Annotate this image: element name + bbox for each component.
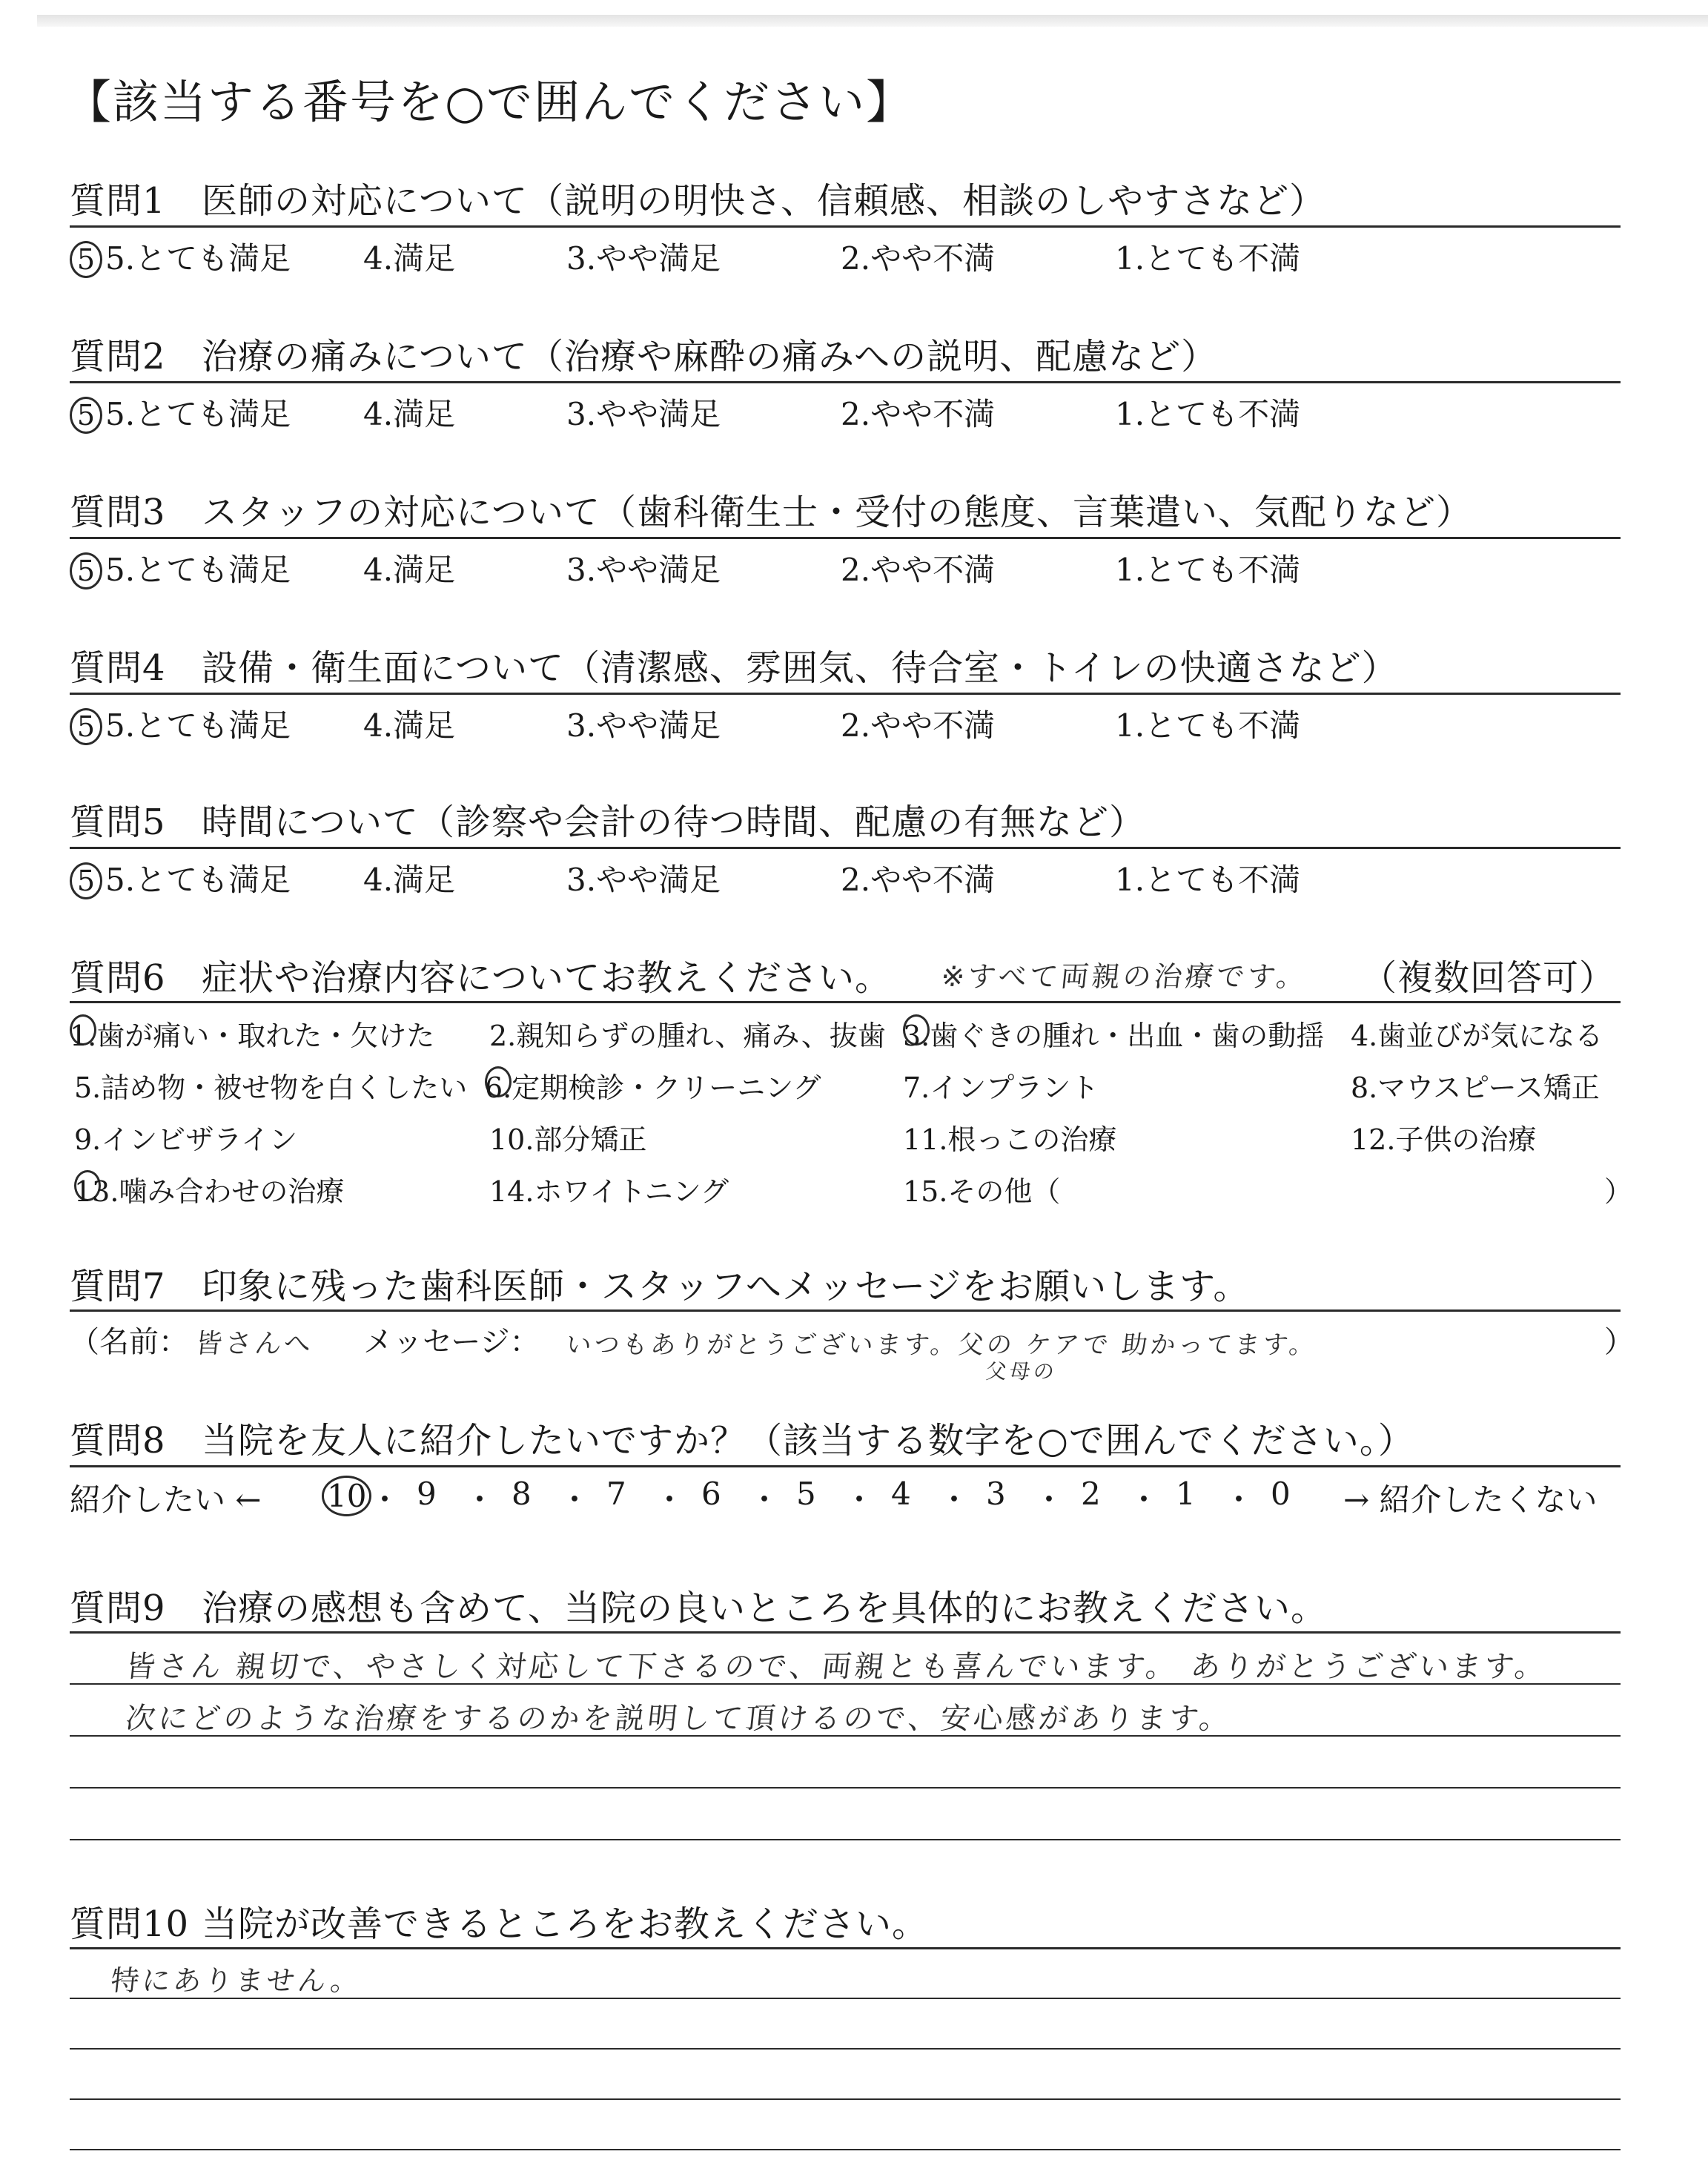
scale-left-label: 紹介したい ← — [70, 1482, 262, 1518]
answer-line — [70, 2149, 1621, 2150]
rating-option-3[interactable]: 3.やや満足 — [566, 707, 721, 744]
rating-option-5[interactable] — [70, 856, 291, 900]
option-11[interactable]: 11.根っこの治療 — [903, 1123, 1117, 1156]
rating-label: 5.とても満足 — [105, 396, 291, 432]
rating-option-3[interactable]: 3.やや満足 — [566, 396, 721, 432]
message-value[interactable]: いつもありがとうございます。父の ケアで 助かってます。 — [564, 1330, 1319, 1360]
answer-line — [70, 1787, 1621, 1789]
scale-value-3[interactable]: 3 — [986, 1476, 1006, 1512]
question-7 — [70, 1258, 1249, 1309]
question-1 — [70, 172, 1325, 223]
question-text: 治療の痛みについて（治療や麻酔の痛みへの説明、配慮など） — [202, 336, 1218, 377]
scale-right-label: → 紹介したくない — [1343, 1482, 1598, 1518]
scale-separator: ・ — [1223, 1482, 1255, 1518]
question-text: 当院を友人に紹介したいですか？（該当する数字を○で囲んでください。） — [202, 1420, 1414, 1462]
question-4 — [70, 639, 1398, 690]
question-text: スタッフの対応について（歯科衛生士・受付の態度、言葉遣い、気配りなど） — [202, 492, 1473, 533]
selected-circle-icon: 5 — [70, 862, 102, 899]
rating-option-5[interactable] — [70, 546, 291, 590]
question-number: 質問5 — [70, 802, 166, 843]
rating-option-4[interactable]: 4.満足 — [363, 396, 456, 432]
option-3[interactable] — [903, 1013, 1324, 1054]
divider — [70, 537, 1621, 539]
message-close: ） — [1604, 1325, 1634, 1359]
option-2[interactable]: 2.親知らずの腫れ、痛み、抜歯 — [489, 1020, 886, 1052]
scale-value-8[interactable]: 8 — [512, 1476, 532, 1512]
rating-option-2[interactable]: 2.やや不満 — [841, 240, 996, 277]
rating-option-5[interactable] — [70, 701, 291, 746]
option-8[interactable]: 8.マウスピース矯正 — [1351, 1071, 1600, 1104]
question-number: 質問4 — [70, 647, 166, 689]
divider — [70, 1465, 1621, 1467]
scale-separator: ・ — [1033, 1482, 1065, 1518]
scale-value-6[interactable]: 6 — [701, 1476, 721, 1512]
question-number: 質問9 — [70, 1588, 166, 1629]
rating-option-4[interactable]: 4.満足 — [363, 240, 456, 277]
divider — [70, 1309, 1621, 1312]
rating-label: 5.とても満足 — [105, 862, 291, 898]
option-15[interactable]: 15.その他（ — [903, 1175, 1061, 1208]
scale-value-5[interactable]: 5 — [796, 1476, 816, 1512]
rating-label: 5.とても満足 — [105, 707, 291, 744]
name-label: （名前： — [70, 1325, 188, 1359]
rating-option-5[interactable] — [70, 234, 291, 279]
scale-value-10[interactable]: 10 — [322, 1476, 371, 1516]
selected-circle-icon: 5 — [70, 397, 102, 434]
question-10 — [70, 1895, 928, 1946]
rating-option-2[interactable]: 2.やや不満 — [841, 552, 996, 588]
option-label: 6.定期検診・クリーニング — [485, 1071, 821, 1104]
rating-row-4 — [70, 701, 1626, 746]
answer-line — [70, 1839, 1621, 1840]
answer-line — [70, 2098, 1621, 2100]
question-number: 質問10 — [70, 1903, 190, 1945]
option-9[interactable]: 9.インビザライン — [74, 1123, 298, 1156]
question-text: 時間について（診察や会計の待つ時間、配慮の有無など） — [202, 802, 1146, 843]
page-title: 【該当する番号を○で囲んでください】 — [65, 75, 914, 129]
rating-label: 5.とても満足 — [105, 240, 291, 277]
question-number: 質問8 — [70, 1420, 166, 1462]
rating-option-1[interactable]: 1.とても不満 — [1115, 707, 1301, 744]
divider — [70, 847, 1621, 849]
divider — [70, 693, 1621, 695]
rating-option-4[interactable]: 4.満足 — [363, 862, 456, 898]
question-8 — [70, 1412, 1414, 1463]
rating-row-2 — [70, 390, 1626, 435]
question-text: 設備・衛生面について（清潔感、雰囲気、待合室・トイレの快適さなど） — [202, 647, 1398, 689]
message-row — [70, 1318, 1634, 1385]
multiple-answer-note: （複数回答可） — [1361, 957, 1616, 999]
option-label: 3.歯ぐきの腫れ・出血・歯の動揺 — [903, 1020, 1325, 1052]
scale-separator: ・ — [844, 1482, 875, 1518]
scale-items — [322, 1476, 1389, 1520]
rating-option-3[interactable]: 3.やや満足 — [566, 552, 721, 588]
question-5 — [70, 793, 1145, 845]
scale-value-4[interactable]: 4 — [891, 1476, 911, 1512]
option-12[interactable]: 12.子供の治療 — [1351, 1123, 1537, 1156]
symptom-options — [70, 1013, 1633, 1235]
option-7[interactable]: 7.インプラント — [903, 1071, 1099, 1104]
question-text: 印象に残った歯科医師・スタッフへメッセージをお願いします。 — [202, 1266, 1250, 1307]
question-number: 質問6 — [70, 957, 166, 999]
rating-option-2[interactable]: 2.やや不満 — [841, 862, 996, 898]
rating-row-3 — [70, 546, 1626, 590]
scale-separator: ・ — [939, 1482, 970, 1518]
option-4[interactable]: 4.歯並びが気になる — [1351, 1020, 1603, 1052]
rating-option-1[interactable]: 1.とても不満 — [1115, 396, 1301, 432]
rating-option-4[interactable]: 4.満足 — [363, 552, 456, 588]
divider — [70, 1631, 1621, 1634]
rating-label: 5.とても満足 — [105, 552, 291, 588]
handwritten-note: ※すべて両親の治療です。 — [939, 960, 1309, 993]
question-number: 質問2 — [70, 336, 166, 377]
question-3 — [70, 483, 1472, 535]
option-13[interactable] — [74, 1169, 344, 1209]
question-number: 質問3 — [70, 492, 166, 533]
selected-circle-icon: 5 — [70, 708, 102, 745]
scale-separator: ・ — [749, 1482, 781, 1518]
option-label: 1.歯が痛い・取れた・欠けた — [70, 1020, 435, 1052]
selected-circle-icon: 5 — [70, 241, 102, 278]
scale-separator: ・ — [464, 1482, 496, 1518]
improvement-answer[interactable]: 特にありません。 — [109, 1964, 364, 1997]
scale-separator: ・ — [369, 1482, 401, 1518]
option-10[interactable]: 10.部分矯正 — [489, 1123, 647, 1156]
divider — [70, 1001, 1621, 1003]
name-value[interactable]: 皆さんへ — [193, 1329, 316, 1359]
rating-option-2[interactable]: 2.やや不満 — [841, 396, 996, 432]
message-label: メッセージ： — [363, 1325, 540, 1359]
scale-separator: ・ — [559, 1482, 591, 1518]
selected-circle-icon: 5 — [70, 552, 102, 589]
question-text: 治療の感想も含めて、当院の良いところを具体的にお教えください。 — [202, 1588, 1328, 1629]
divider — [70, 1947, 1621, 1949]
message-insert: 父母の — [984, 1359, 1059, 1384]
rating-option-4[interactable]: 4.満足 — [363, 707, 456, 744]
question-text: 医師の対応について（説明の明快さ、信頼感、相談のしやすさなど） — [202, 180, 1326, 222]
question-number: 質問1 — [70, 180, 166, 222]
option-15-close: ） — [1604, 1175, 1633, 1208]
rating-option-3[interactable]: 3.やや満足 — [566, 240, 721, 277]
question-6 — [70, 949, 891, 1000]
answer-line — [70, 2048, 1621, 2050]
scale-value-9[interactable]: 9 — [417, 1476, 437, 1512]
option-1[interactable] — [70, 1013, 434, 1054]
rating-option-5[interactable] — [70, 390, 291, 435]
rating-option-3[interactable]: 3.やや満足 — [566, 862, 721, 898]
option-label: 13.噛み合わせの治療 — [74, 1175, 345, 1208]
rating-option-1[interactable]: 1.とても不満 — [1115, 552, 1301, 588]
rating-option-2[interactable]: 2.やや不満 — [841, 707, 996, 744]
rating-option-1[interactable]: 1.とても不満 — [1115, 862, 1301, 898]
scale-value-2[interactable]: 2 — [1081, 1476, 1101, 1512]
question-9 — [70, 1579, 1327, 1631]
question-text: 症状や治療内容についてお教えください。 — [202, 957, 892, 999]
question-text: 当院が改善できるところをお教えください。 — [202, 1903, 929, 1945]
answer-text-line-2[interactable]: 次にどのような治療をするのかを説明して頂けるので、安心感があります。 — [124, 1702, 1234, 1736]
scale-value-0[interactable]: 0 — [1271, 1476, 1291, 1512]
rating-option-1[interactable]: 1.とても不満 — [1115, 240, 1301, 277]
option-14[interactable]: 14.ホワイトニング — [489, 1175, 729, 1208]
scale-value-1[interactable]: 1 — [1176, 1476, 1196, 1512]
option-6[interactable] — [485, 1065, 821, 1106]
rating-row-1 — [70, 234, 1626, 279]
scale-value-7[interactable]: 7 — [606, 1476, 626, 1512]
divider — [70, 225, 1621, 228]
divider — [70, 381, 1621, 383]
scale-separator: ・ — [1128, 1482, 1160, 1518]
question-2 — [70, 328, 1217, 379]
rating-row-5 — [70, 856, 1626, 900]
scale-separator: ・ — [654, 1482, 686, 1518]
answer-text-line-1[interactable]: 皆さん 親切で、やさしく対応して下さるので、両親とも喜んでいます。 ありがとうございます。 — [124, 1650, 1549, 1684]
question-number: 質問7 — [70, 1266, 166, 1307]
option-5[interactable]: 5.詰め物・被せ物を白くしたい — [74, 1071, 468, 1104]
